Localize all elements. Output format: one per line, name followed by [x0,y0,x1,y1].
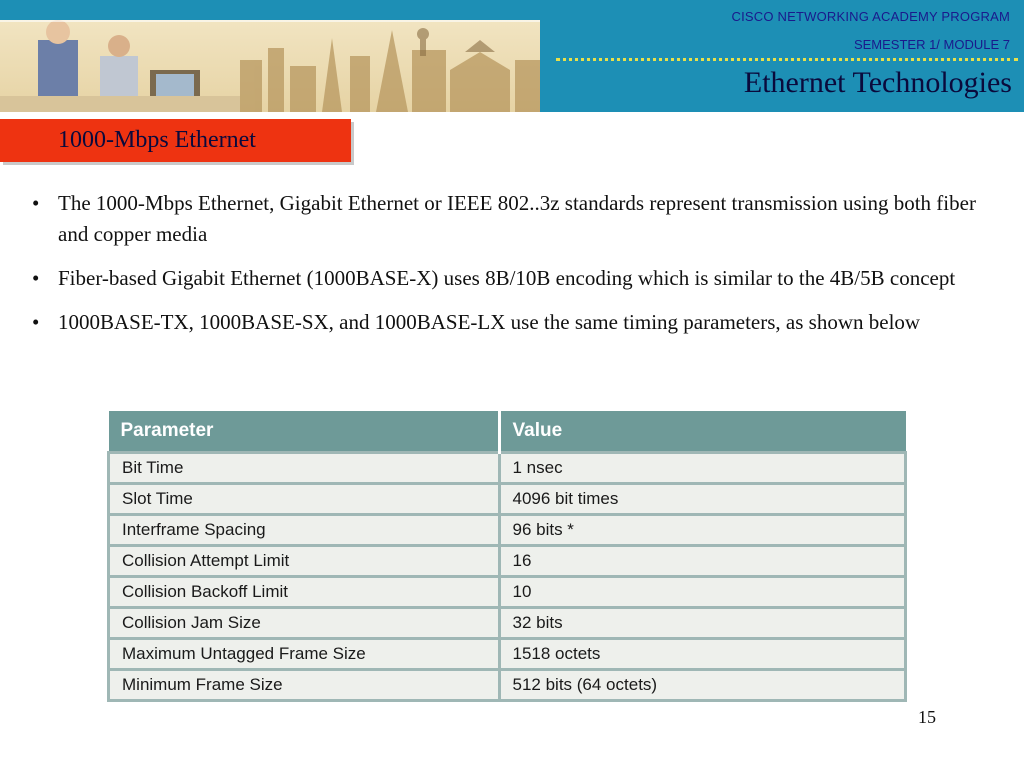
table-row [109,577,906,608]
table-row [109,484,906,515]
value-cell: 1518 octets [499,639,906,670]
parameter-cell: Collision Jam Size [109,608,500,639]
bullet-item: • The 1000-Mbps Ethernet, Gigabit Ethernet or IEEE 802..3z standards represent transmission using both fiber and copper media [30,188,980,250]
table-row [109,546,906,577]
banner-illustration [0,0,540,112]
slide-title: Ethernet Technologies [743,66,1012,99]
parameter-cell: Interframe Spacing [109,515,500,546]
value-cell: 1 nsec [499,453,906,484]
bullet-item: • 1000BASE-TX, 1000BASE-SX, and 1000BASE-LX use the same timing parameters, as shown below [30,307,980,338]
table-row [109,670,906,701]
bullet-item: • Fiber-based Gigabit Ethernet (1000BASE-X) uses 8B/10B encoding which is similar to the 4B/5B concept [30,263,980,294]
bullet-list [30,188,980,351]
table-row [109,515,906,546]
table-header-row [109,411,906,453]
parameter-cell: Minimum Frame Size [109,670,500,701]
parameter-cell: Slot Time [109,484,500,515]
header-dotted-divider [556,58,1018,61]
value-cell: 96 bits * [499,515,906,546]
column-header-parameter: Parameter [109,411,500,453]
table-row [109,608,906,639]
page-number: 15 [918,707,936,727]
parameter-cell: Collision Attempt Limit [109,546,500,577]
section-title: 1000-Mbps Ethernet [58,127,256,153]
section-title-bar [0,119,351,162]
value-cell: 10 [499,577,906,608]
parameter-cell: Maximum Untagged Frame Size [109,639,500,670]
slide-header [0,0,1024,112]
value-cell: 32 bits [499,608,906,639]
table-row [109,639,906,670]
parameter-cell: Bit Time [109,453,500,484]
column-header-value: Value [499,411,906,453]
parameter-cell: Collision Backoff Limit [109,577,500,608]
value-cell: 16 [499,546,906,577]
value-cell: 4096 bit times [499,484,906,515]
value-cell: 512 bits (64 octets) [499,670,906,701]
program-name: CISCO NETWORKING ACADEMY PROGRAM [731,9,1010,24]
table-row [109,453,906,484]
module-name: SEMESTER 1/ MODULE 7 [853,37,1010,52]
timing-parameters-table [107,411,907,702]
